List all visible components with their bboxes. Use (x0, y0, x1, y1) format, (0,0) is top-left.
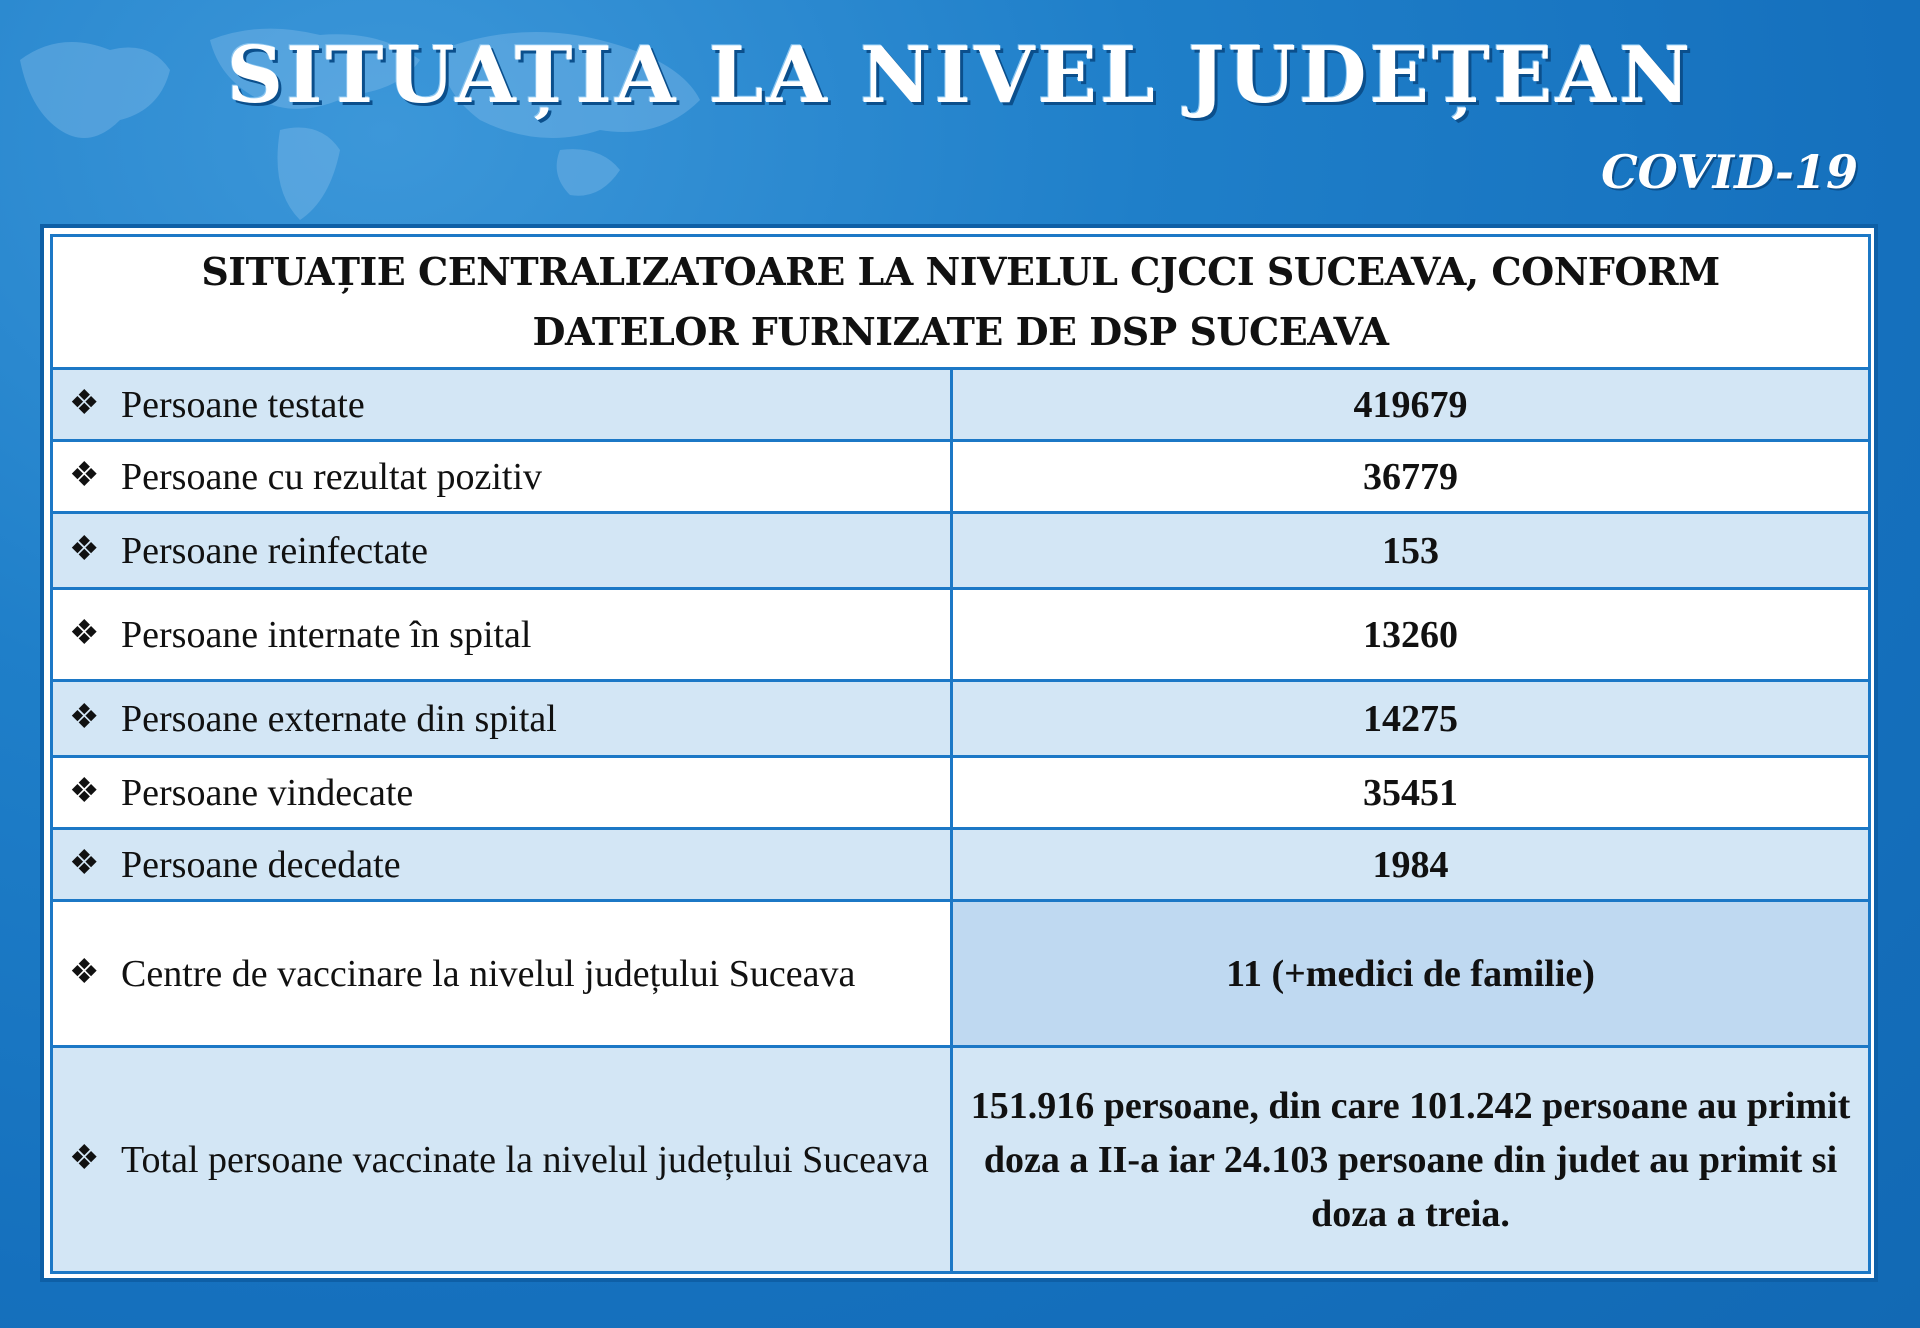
statistics-table (50, 234, 1871, 1274)
table-row (52, 757, 1870, 829)
row-value: 11 (+medici de familie) (952, 901, 1870, 1047)
bullet-icon: ❖ (69, 614, 100, 652)
page-title: SITUAȚIA LA NIVEL JUDEȚEAN (226, 30, 1694, 121)
table-title-line-2: DATELOR FURNIZATE DE DSP SUCEAVA (532, 309, 1389, 354)
table-row (52, 1047, 1870, 1273)
bullet-icon: ❖ (69, 953, 100, 991)
row-label: Persoane vindecate (121, 771, 414, 814)
table-row (52, 441, 1870, 513)
table-title-line-1: SITUAȚIE CENTRALIZATOARE LA NIVELUL CJCCI SUCEAVA, CONFORM (201, 249, 1720, 294)
table-row (52, 829, 1870, 901)
row-label: Persoane internate în spital (121, 613, 532, 656)
row-label: Persoane reinfectate (121, 529, 428, 572)
row-value: 419679 (952, 369, 1870, 441)
bullet-icon: ❖ (69, 530, 100, 568)
bullet-icon: ❖ (69, 384, 100, 422)
row-value: 153 (952, 513, 1870, 589)
bullet-icon: ❖ (69, 1139, 100, 1177)
bullet-icon: ❖ (69, 772, 100, 810)
row-value: 1984 (952, 829, 1870, 901)
table-row (52, 901, 1870, 1047)
table-row (52, 513, 1870, 589)
bullet-icon: ❖ (69, 698, 100, 736)
row-label: Persoane externate din spital (121, 697, 557, 740)
table-row (52, 681, 1870, 757)
row-label: Persoane cu rezultat pozitiv (121, 455, 543, 498)
row-value: 35451 (952, 757, 1870, 829)
bullet-icon: ❖ (69, 456, 100, 494)
table-row (52, 589, 1870, 681)
row-label: Persoane testate (121, 383, 365, 426)
row-label: Centre de vaccinare la nivelul județului Suceava (121, 952, 856, 995)
table-title (52, 236, 1870, 369)
row-value: 36779 (952, 441, 1870, 513)
covid-badge: COVID-19 (1601, 145, 1858, 199)
bullet-icon: ❖ (69, 844, 100, 882)
row-value: 151.916 persoane, din care 101.242 persoane au primit doza a II-a iar 24.103 persoane din judet au primit si doza a treia. (952, 1047, 1870, 1273)
row-value: 13260 (952, 589, 1870, 681)
row-value: 14275 (952, 681, 1870, 757)
data-table-frame (40, 224, 1878, 1282)
row-label: Total persoane vaccinate la nivelul județului Suceava (121, 1138, 929, 1181)
table-row (52, 369, 1870, 441)
table-header-row (52, 236, 1870, 369)
row-label: Persoane decedate (121, 843, 401, 886)
